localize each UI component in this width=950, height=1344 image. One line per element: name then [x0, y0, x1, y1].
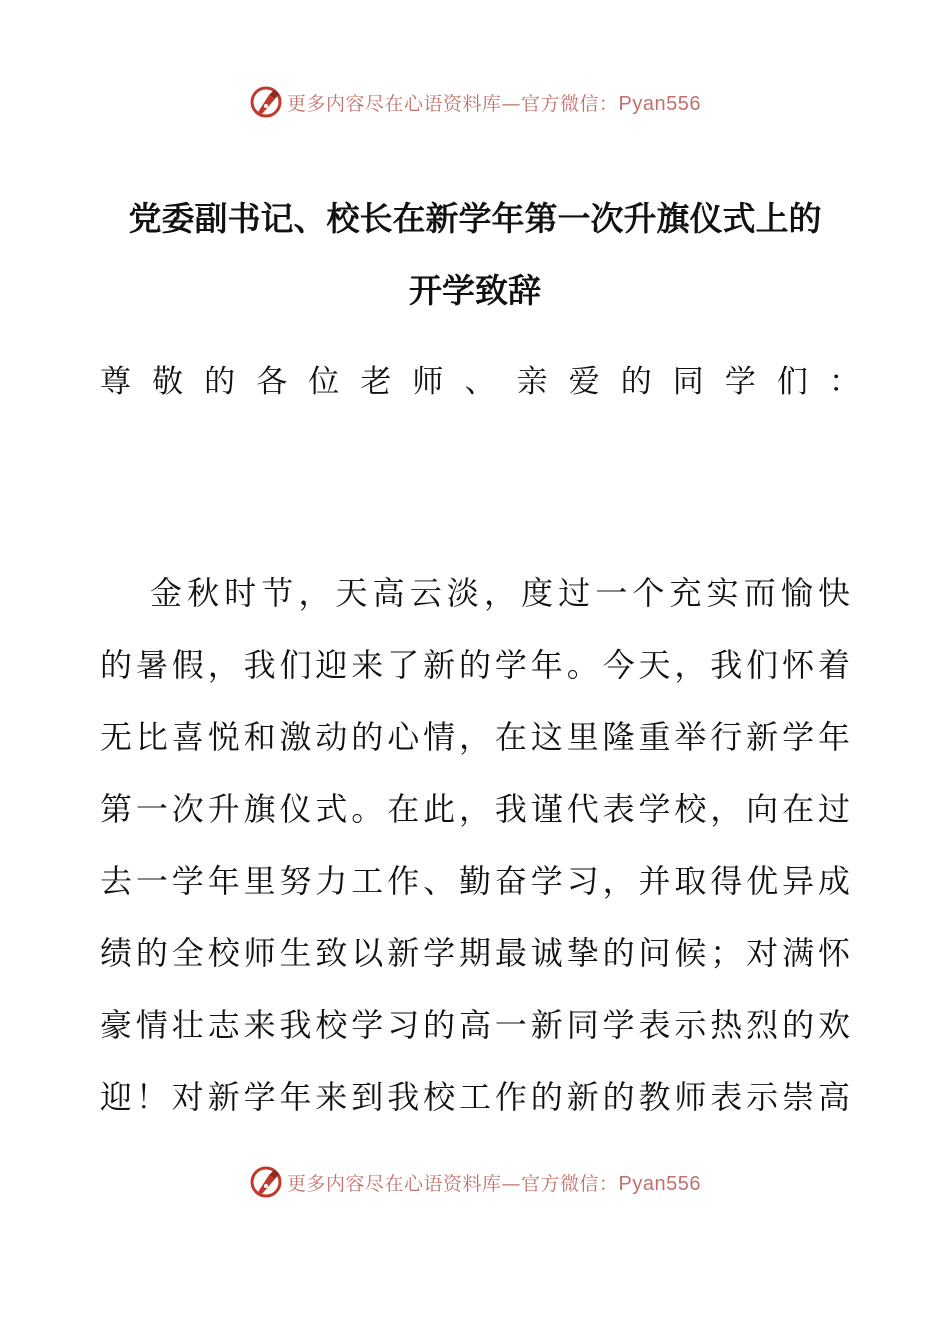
header-banner-text: [287, 89, 701, 116]
body-line: 第一次升旗仪式。在此，我谨代表学校，向在过: [100, 790, 850, 828]
body-line: 的暑假，我们迎来了新的学年。今天，我们怀着: [100, 646, 850, 684]
body-line: 无比喜悦和激动的心情，在这里隆重举行新学年: [100, 718, 850, 756]
footer-banner: [0, 1162, 950, 1202]
pen-nib-logo-icon: [249, 85, 283, 119]
header-banner: [0, 82, 950, 122]
header-wechat-id: Pyan556: [618, 92, 701, 115]
body-line: 豪情壮志来我校学习的高一新同学表示热烈的欢: [100, 1006, 850, 1044]
footer-wechat-id: Pyan556: [618, 1172, 701, 1195]
pen-nib-logo-icon: [249, 1165, 283, 1199]
document-title-line-1: 党委副书记、校长在新学年第一次升旗仪式上的: [128, 199, 822, 238]
body-line: 去一学年里努力工作、勤奋学习，并取得优异成: [100, 862, 850, 900]
body-line: 金秋时节，天高云淡，度过一个充实而愉快: [150, 574, 850, 612]
salutation: 尊敬的各位老师、亲爱的同学们：: [100, 364, 860, 400]
body-line: 绩的全校师生致以新学期最诚挚的问候；对满怀: [100, 934, 850, 972]
footer-banner-text: [287, 1169, 701, 1196]
footer-promo-text: 更多内容尽在心语资料库—官方微信：: [287, 1172, 619, 1195]
body-line: 迎！对新学年来到我校工作的新的教师表示崇高: [100, 1078, 850, 1116]
document-title-line-2: 开学致辞: [409, 271, 541, 310]
header-promo-text: 更多内容尽在心语资料库—官方微信：: [287, 92, 619, 115]
